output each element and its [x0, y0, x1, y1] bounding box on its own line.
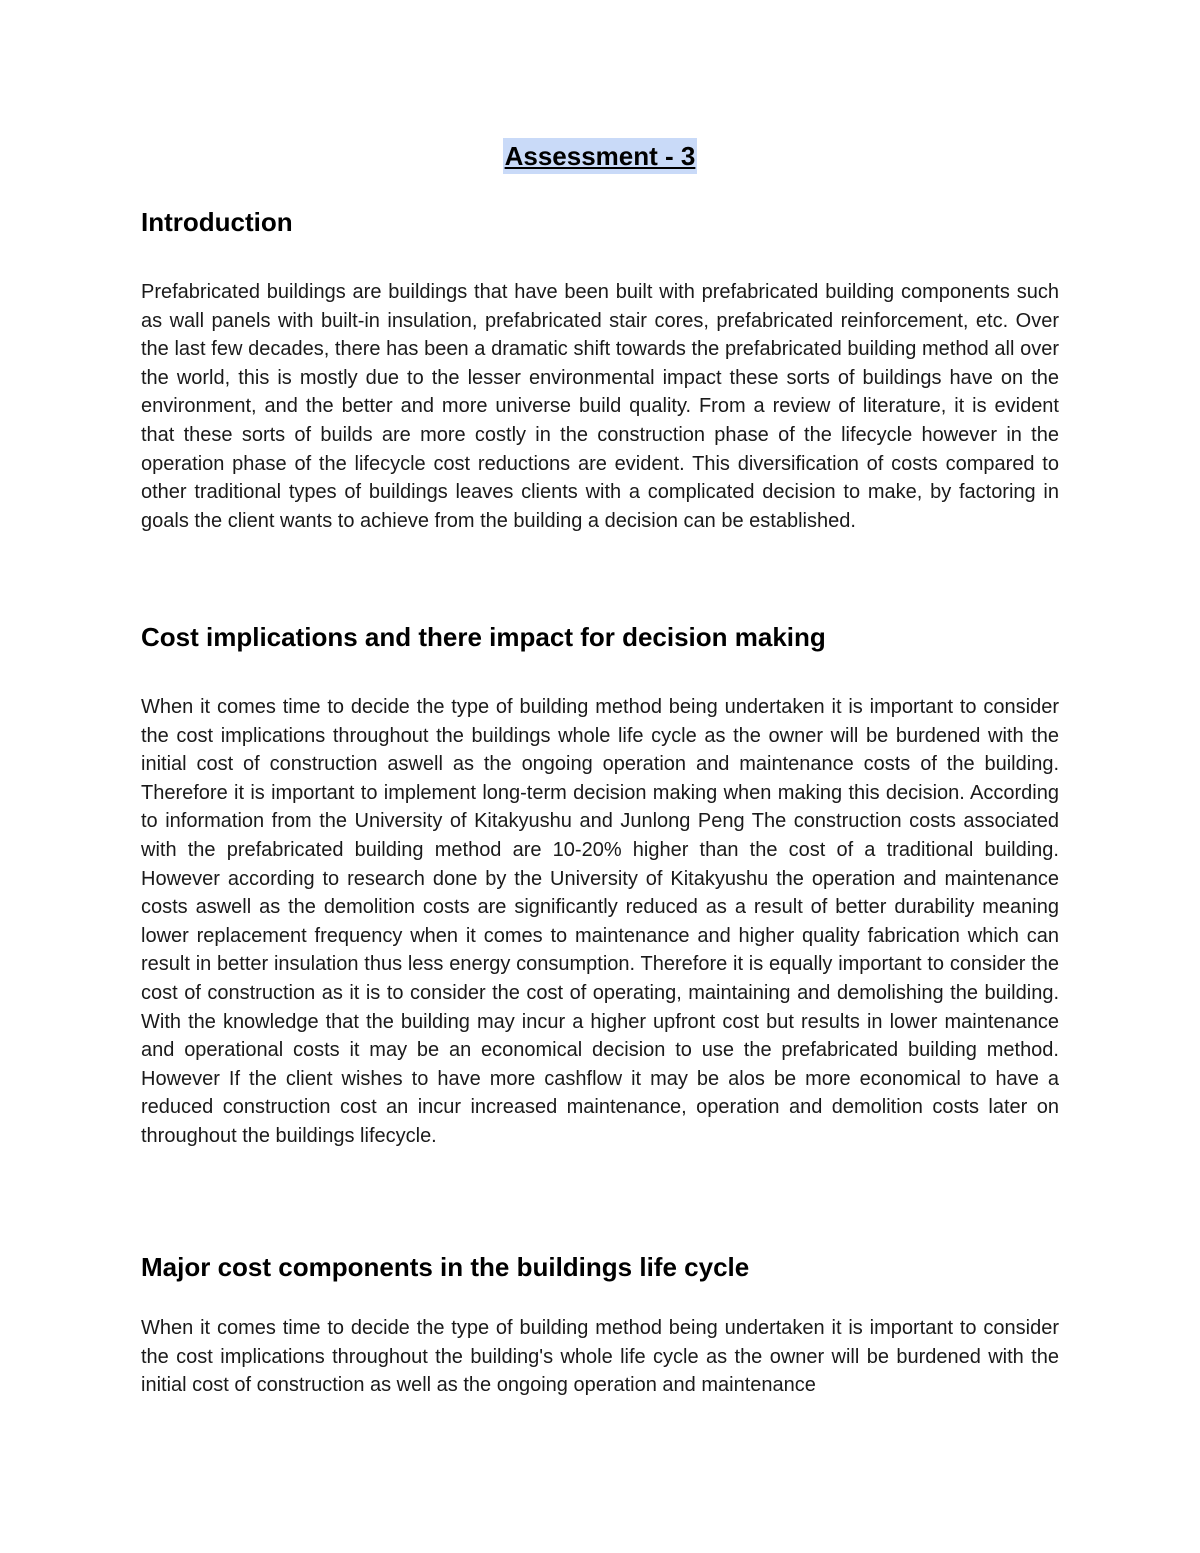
document-title: Assessment - 3 — [503, 138, 698, 174]
section-body-introduction: Prefabricated buildings are buildings that have been built with prefabricated building components such as wall panels with built-in insulation, prefabricated stair cores, prefabricated reinforcement, etc. Over the last few decades, there has been a dramatic shift towards the prefabricated building method all over the world, this is mostly due to the lesser environmental impact these sorts of buildings have on the environment, and the better and more universe build quality. From a review of literature, it is evident that these sorts of builds are more costly in the construction phase of the lifecycle however in the operation phase of the lifecycle cost reductions are evident. This diversification of costs compared to other traditional types of buildings leaves clients with a complicated decision to make, by factoring in goals the client wants to achieve from the building a decision can be established. — [141, 281, 1059, 532]
section-body-cost-implications: When it comes time to decide the type of building method being undertaken it is important to consider the cost implications throughout the buildings whole life cycle as the owner will be burdened with the initial cost of construction aswell as the ongoing operation and maintenance costs of the building. Therefore it is important to implement long-term decision making when making this decision. According to information from the University of Kitakyushu and Junlong Peng The construction costs associated with the prefabricated building method are 10-20% higher than the cost of a traditional building. However according to research done by the University of Kitakyushu the operation and maintenance costs aswell as the demolition costs are significantly reduced as a result of better durability meaning lower replacement frequency when it comes to maintenance and higher quality fabrication which can result in better insulation thus less energy consumption. Therefore it is equally important to consider the cost of construction as it is to consider the cost of operating, maintaining and demolishing the building. With the knowledge that the building may incur a higher upfront cost but results in lower maintenance and operational costs it may be an economical decision to use the prefabricated building method. However If the client wishes to have more cashflow it may be alos be more economical to have a reduced construction cost an incur increased maintenance, operation and demolition costs later on throughout the buildings lifecycle. — [141, 696, 1059, 1147]
section-heading-cost-implications: Cost implications and there impact for decision making — [141, 622, 826, 652]
section-body-major-cost-components: When it comes time to decide the type of building method being undertaken it is important to consider the cost implications throughout the building's whole life cycle as the owner will be burdened with the initial cost of construction as well as the ongoing operation and maintenance — [141, 1317, 1059, 1397]
section-heading-major-cost-components: Major cost components in the buildings life cycle — [141, 1252, 750, 1282]
section-heading-introduction: Introduction — [141, 207, 293, 237]
title-container — [0, 138, 1200, 174]
